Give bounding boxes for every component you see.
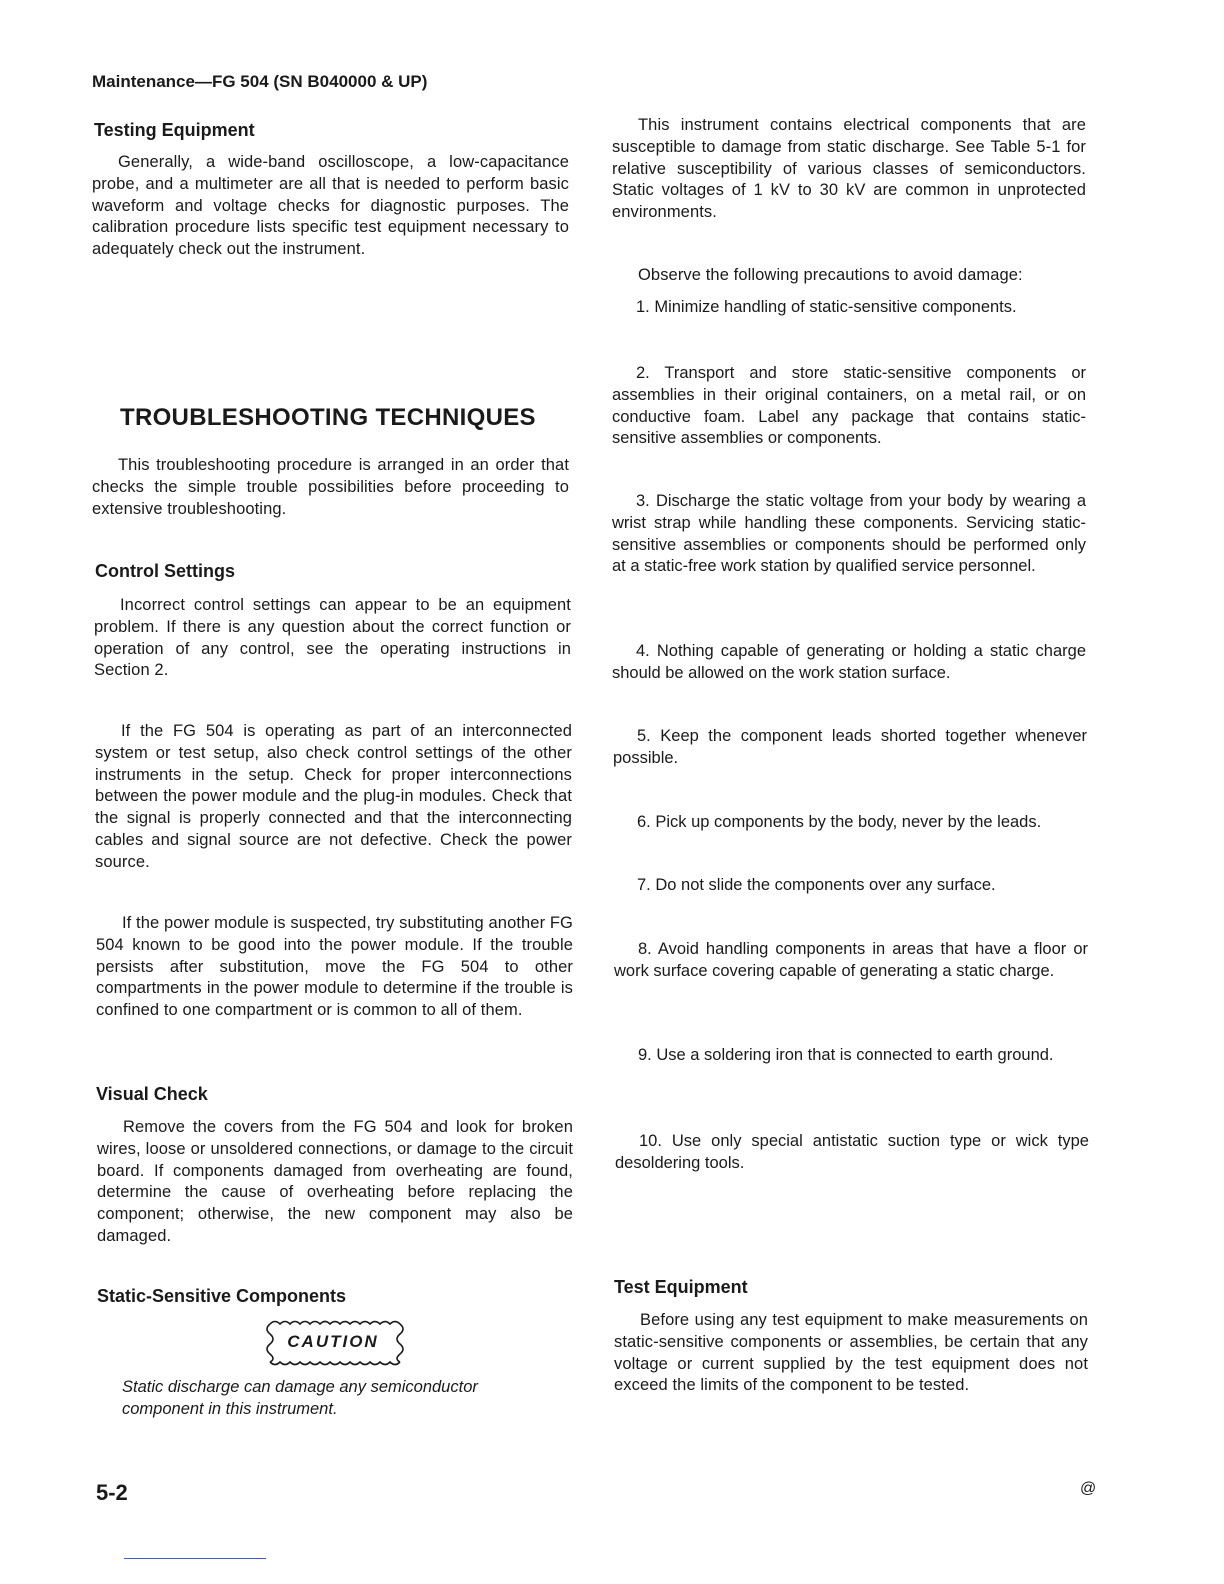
precaution-item: 10. Use only special antistatic suction type or wick type desoldering tools.	[615, 1132, 1089, 1172]
precaution-item: 7. Do not slide the components over any surface.	[637, 876, 996, 894]
precautions-lead: Observe the following precautions to avoid damage:	[638, 266, 1023, 284]
control-settings-heading: Control Settings	[95, 561, 235, 581]
precaution-item: 1. Minimize handling of static-sensitive components.	[636, 298, 1017, 316]
section-title: TROUBLESHOOTING TECHNIQUES	[120, 404, 536, 431]
control-settings-p2: If the FG 504 is operating as part of an interconnected system or test setup, also check control settings of the other instruments in the setup. Check for proper interconnections between the power module and the plug-in modules. Check that the signal is properly connected and that the interconnecting cables and signal source are not defective. Check the power source.	[95, 722, 572, 871]
caution-text: Static discharge can damage any semiconductor component in this instrument.	[122, 1378, 478, 1418]
precaution-item: 3. Discharge the static voltage from your body by wearing a wrist strap while handling these components. Servicing static-sensitive assemblies or components should be performed only at a static-free work station by qualified service personnel.	[612, 492, 1086, 576]
test-equipment-heading: Test Equipment	[614, 1277, 748, 1297]
caution-label: CAUTION	[287, 1332, 379, 1351]
caution-box	[262, 1318, 404, 1368]
testing-equipment-text: Generally, a wide-band oscilloscope, a low-capacitance probe, and a multimeter are all that is needed to perform basic waveform and voltage checks for diagnostic purposes. The calibration procedure lists specific test equipment necessary to adequately check out the instrument.	[92, 153, 569, 259]
static-sensitive-heading: Static-Sensitive Components	[97, 1286, 347, 1306]
test-equipment-text: Before using any test equipment to make measurements on static-sensitive components or assemblies, be certain that any voltage or current supplied by the test equipment does not exceed the limits of the component to be tested.	[614, 1311, 1088, 1395]
page-number: 5-2	[96, 1480, 128, 1505]
footer-rule	[124, 1558, 266, 1559]
precaution-item: 6. Pick up components by the body, never by the leads.	[637, 813, 1042, 831]
visual-check-heading: Visual Check	[96, 1084, 208, 1104]
control-settings-p1: Incorrect control settings can appear to be an equipment problem. If there is any question about the correct function or operation of any control, see the operating instructions in Section 2.	[94, 596, 571, 680]
control-settings-p3: If the power module is suspected, try substituting another FG 504 known to be good into the power module. If the trouble persists after substitution, move the FG 504 to other compartments in the power module to determine if the trouble is confined to one compartment or is common to all of them.	[96, 914, 573, 1020]
precaution-item: 5. Keep the component leads shorted together whenever possible.	[613, 727, 1087, 767]
static-intro: This instrument contains electrical components that are susceptible to damage from static discharge. See Table 5-1 for relative susceptibility of various classes of semiconductors. Static voltages of 1 kV to 30 kV are common in unprotected environments.	[612, 116, 1086, 222]
precaution-item: 8. Avoid handling components in areas that have a floor or work surface covering capable of generating a static charge.	[614, 940, 1088, 980]
testing-equipment-heading: Testing Equipment	[94, 120, 255, 140]
visual-check-text: Remove the covers from the FG 504 and look for broken wires, loose or unsoldered connections, or damage to the circuit board. If components damaged from overheating are found, determine the cause of overheating before replacing the component; otherwise, the new component may also be damaged.	[97, 1118, 573, 1245]
precaution-item: 4. Nothing capable of generating or holding a static charge should be allowed on the work station surface.	[612, 642, 1086, 682]
page-header: Maintenance—FG 504 (SN B040000 & UP)	[92, 72, 428, 91]
precaution-item: 2. Transport and store static-sensitive components or assemblies in their original containers, on a metal rail, or on conductive foam. Label any package that contains static-sensitive assemblies or components.	[612, 364, 1086, 448]
footer-mark: @	[1080, 1480, 1097, 1497]
troubleshooting-intro: This troubleshooting procedure is arranged in an order that checks the simple trouble possibilities before proceeding to extensive troubleshooting.	[92, 456, 569, 518]
precaution-item: 9. Use a soldering iron that is connected to earth ground.	[638, 1046, 1054, 1064]
